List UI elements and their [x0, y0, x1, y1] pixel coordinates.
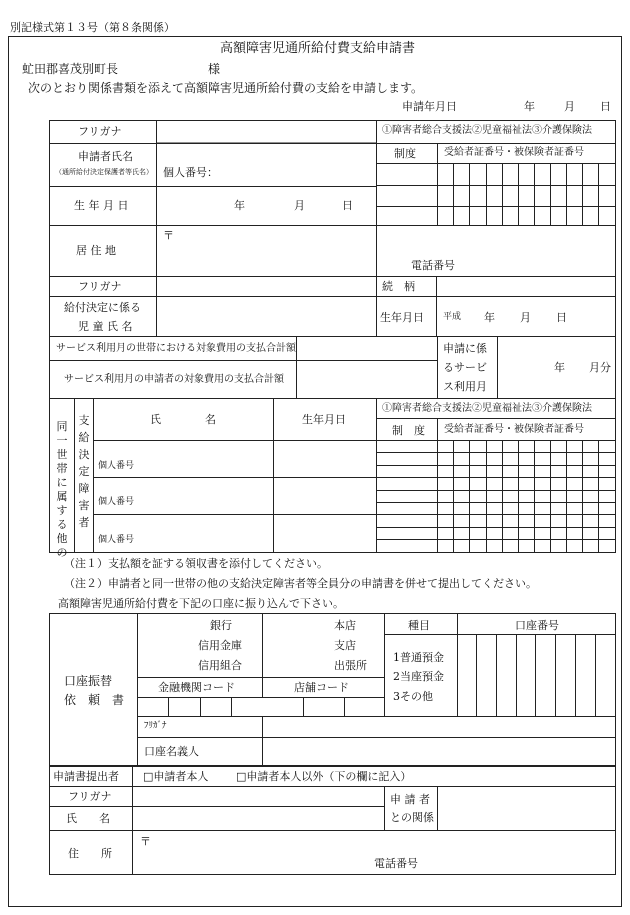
note-2: （注２）申請者と同一世帯の他の支給決定障害者等全員分の申請書を併せて提出してください。: [64, 577, 537, 590]
account-type-option-1[interactable]: 1普通預金: [393, 651, 444, 664]
household-member-1-birth-field[interactable]: [275, 442, 375, 476]
household-cert-number-grid[interactable]: [438, 442, 614, 551]
submitter-relation-label-line2: との関係: [390, 811, 434, 824]
applicant-name-label: 申請者氏名: [78, 150, 133, 163]
submitter-relation-label-line1: 申 請 者: [390, 793, 430, 806]
household-label-inner: 支給決定障害者: [78, 414, 90, 529]
household-system-header: 制 度: [392, 424, 425, 437]
household-cert-number-header: 受給者証番号・被保険者証番号: [444, 424, 584, 435]
service-month-month-unit: 月分: [589, 361, 611, 374]
bank-type-shinkin: 信用金庫: [198, 639, 242, 652]
applicant-total-field[interactable]: [298, 362, 436, 397]
submitter-name-label: 氏 名: [66, 812, 110, 825]
applicant-birth-year-unit: 年: [234, 199, 245, 212]
submitter-option-other[interactable]: □申請者本人以外（下の欄に記入）: [236, 770, 412, 783]
household-member-3-birth-field[interactable]: [275, 516, 375, 551]
branch-code-label: 店舗コード: [294, 681, 349, 694]
household-member-3-name-field[interactable]: [95, 516, 272, 551]
service-month-label-line2: るサービ: [443, 361, 487, 374]
account-type-option-3[interactable]: 3その他: [393, 690, 433, 703]
applicant-cert-number-header: 受給者証番号・被保険者証番号: [444, 147, 584, 158]
form-number: 別記様式第１３号（第８条関係）: [10, 21, 175, 34]
form-title: 高額障害児通所給付費支給申請書: [220, 41, 416, 56]
branch-type-sub: 出張所: [334, 659, 367, 672]
household-member-2-birth-field[interactable]: [275, 479, 375, 513]
applicant-birth-month-unit: 月: [294, 199, 305, 212]
applicant-system-header: 制度: [394, 147, 416, 160]
household-member-3-my-number: 個人番号: [98, 535, 135, 545]
transfer-intro: 高額障害児通所給付費を下記の口座に振り込んで下さい。: [58, 597, 344, 610]
addressee: 虻田郡喜茂別町長: [22, 62, 119, 76]
submitter-name-field[interactable]: [134, 808, 383, 829]
application-date-year-field[interactable]: [462, 98, 520, 114]
household-total-field[interactable]: [298, 338, 436, 359]
household-birth-header: 生年月日: [302, 413, 346, 426]
holder-furigana-field[interactable]: [264, 718, 614, 736]
account-number-grid[interactable]: [458, 636, 614, 715]
branch-type-branch: 支店: [334, 639, 356, 652]
applicant-my-number-label: 個人番号：: [163, 166, 218, 179]
applicant-phone-label: 電話番号: [411, 259, 455, 272]
service-month-label-line1: 申請に係: [443, 342, 487, 355]
applicant-cert-number-grid[interactable]: [438, 164, 614, 224]
bank-label-line1: 口座振替: [64, 674, 113, 688]
account-type-header: 種目: [408, 619, 430, 632]
submitter-option-self[interactable]: □申請者本人: [143, 770, 209, 783]
bank-name-field[interactable]: [139, 615, 196, 676]
holder-name-field[interactable]: [264, 739, 614, 764]
applicant-address-field[interactable]: [158, 227, 614, 275]
note-1: （注１）支払額を証する領収書を添付してください。: [64, 557, 328, 570]
account-number-header: 口座番号: [515, 619, 559, 632]
household-member-2-my-number: 個人番号: [98, 497, 135, 507]
bank-type-kumiai: 信用組合: [198, 659, 242, 672]
submitter-furigana-label: フリガナ: [68, 790, 112, 803]
branch-code-grid[interactable]: [264, 699, 383, 715]
applicant-postal-mark: 〒: [163, 229, 174, 242]
child-furigana-label: フリガナ: [78, 280, 122, 293]
account-type-option-2[interactable]: 2当座預金: [393, 670, 444, 683]
application-date-label: 申請年月日: [402, 100, 457, 113]
applicant-furigana-field[interactable]: [158, 122, 374, 142]
household-law-types: ①障害者総合支援法②児童福祉法③介護保険法: [382, 403, 592, 414]
household-total-label: サービス利用月の世帯における対象費用の支払合計額: [56, 343, 296, 354]
child-name-field[interactable]: [158, 298, 374, 335]
service-month-label-line3: ス利用月: [443, 380, 487, 393]
applicant-name-note: （通所給付決定保護者等氏名）: [55, 168, 153, 176]
holder-furigana-label: ﾌﾘｶﾞﾅ: [144, 721, 167, 731]
applicant-system-field[interactable]: [377, 164, 436, 224]
child-birth-year-unit: 年: [484, 311, 495, 324]
branch-type-head: 本店: [334, 619, 356, 632]
institution-code-grid[interactable]: [139, 699, 261, 715]
application-date-day-unit: 日: [600, 100, 611, 113]
applicant-furigana-label: フリガナ: [78, 125, 122, 138]
child-relation-field[interactable]: [438, 278, 614, 295]
child-birth-month-unit: 月: [520, 311, 531, 324]
household-member-1-my-number: 個人番号: [98, 461, 135, 471]
applicant-total-label: サービス利用月の申請者の対象費用の支払合計額: [64, 374, 284, 385]
applicant-law-types: ①障害者総合支援法②児童福祉法③介護保険法: [382, 125, 592, 136]
child-birth-label: 生年月日: [380, 311, 424, 324]
household-member-2-name-field[interactable]: [95, 479, 272, 513]
child-relation-label: 続 柄: [382, 280, 415, 293]
child-name-label-line1: 給付決定に係る: [64, 301, 141, 314]
application-date-month-unit: 月: [564, 100, 575, 113]
applicant-birth-label: 生 年 月 日: [74, 199, 129, 212]
addressee-honorific: 様: [208, 62, 221, 76]
intro-text: 次のとおり関係書類を添えて高額障害児通所給付費の支給を申請します。: [28, 81, 424, 95]
submitter-relation-field[interactable]: [439, 788, 614, 829]
child-birth-era: 平成: [443, 312, 462, 322]
applicant-birth-day-unit: 日: [342, 199, 353, 212]
submitter-furigana-field[interactable]: [134, 788, 383, 805]
service-month-year-unit: 年: [554, 361, 565, 374]
bank-type-bank: 銀行: [210, 619, 232, 632]
child-birth-day-unit: 日: [556, 311, 567, 324]
submitter-label: 申請書提出者: [53, 770, 119, 783]
submitter-address-label: 住 所: [68, 847, 112, 860]
applicant-address-label: 居 住 地: [76, 244, 116, 257]
household-label-outer: 同一世帯に属する他の: [56, 420, 68, 559]
institution-code-label: 金融機関コード: [158, 681, 235, 694]
application-date-year-unit: 年: [524, 100, 535, 113]
holder-label: 口座名義人: [144, 745, 199, 758]
submitter-phone-label: 電話番号: [374, 857, 418, 870]
bank-label-line2: 依 頼 書: [64, 693, 125, 707]
submitter-postal-mark: 〒: [140, 835, 151, 848]
branch-name-field[interactable]: [264, 615, 330, 676]
child-furigana-field[interactable]: [158, 278, 374, 295]
household-name-header: 氏 名: [150, 413, 216, 426]
child-name-label-line2: 児 童 氏 名: [78, 320, 133, 333]
applicant-name-field[interactable]: [158, 145, 374, 185]
